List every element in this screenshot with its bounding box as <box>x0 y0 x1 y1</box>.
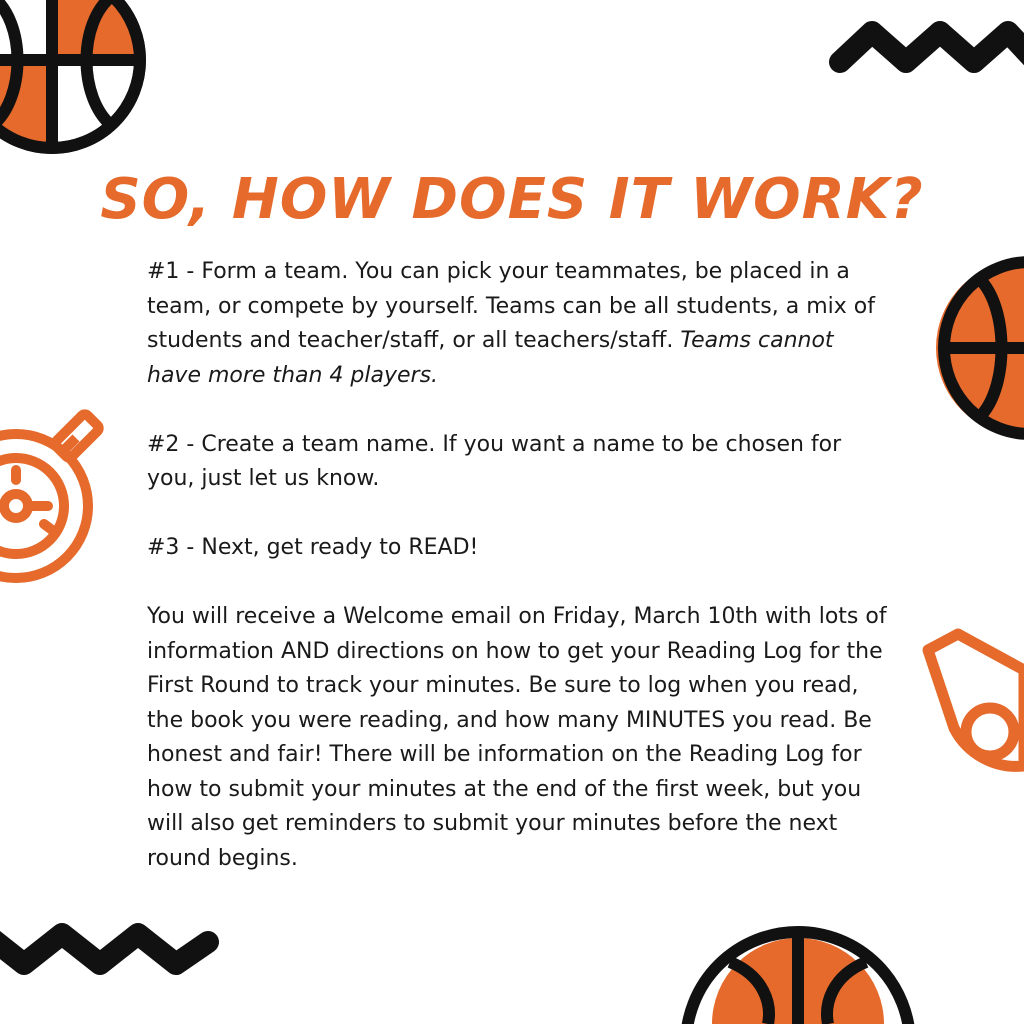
step-2: #2 - Create a team name. If you want a name to be chosen for you, just let us know. <box>147 431 842 491</box>
page-title: SO, HOW DOES IT WORK? <box>100 167 924 232</box>
whistle-icon <box>918 626 1024 796</box>
basketball-icon <box>672 918 924 1024</box>
instructions <box>147 255 892 876</box>
basketball-icon <box>0 0 160 160</box>
details-paragraph: You will receive a Welcome email on Friday, March 10th with lots of information AND directions on how to get your Reading Log for the First Round to track your minutes. Be sure to log when you read, the book you were reading, and how many MINUTES you read. Be honest and fair! There will be information on the Reading Log for how to submit your minutes at the end of the first week, but you will also get reminders to submit your minutes before the next round begins. <box>147 604 887 871</box>
basketball-icon <box>920 248 1024 448</box>
step-3: #3 - Next, get ready to READ! <box>147 535 479 560</box>
zigzag-icon <box>826 10 1024 80</box>
step-1-text: #1 - Form a team. You can pick your teammates, be placed in a team, or compete by yourself. Teams can be all students, a mix of students and teacher/staff, or all teachers/staff. <box>147 259 875 353</box>
step-1 <box>147 255 892 393</box>
zigzag-icon <box>0 918 224 982</box>
stopwatch-icon <box>0 400 120 590</box>
step-1-emphasis: Teams cannot have more than 4 players. <box>147 328 834 388</box>
